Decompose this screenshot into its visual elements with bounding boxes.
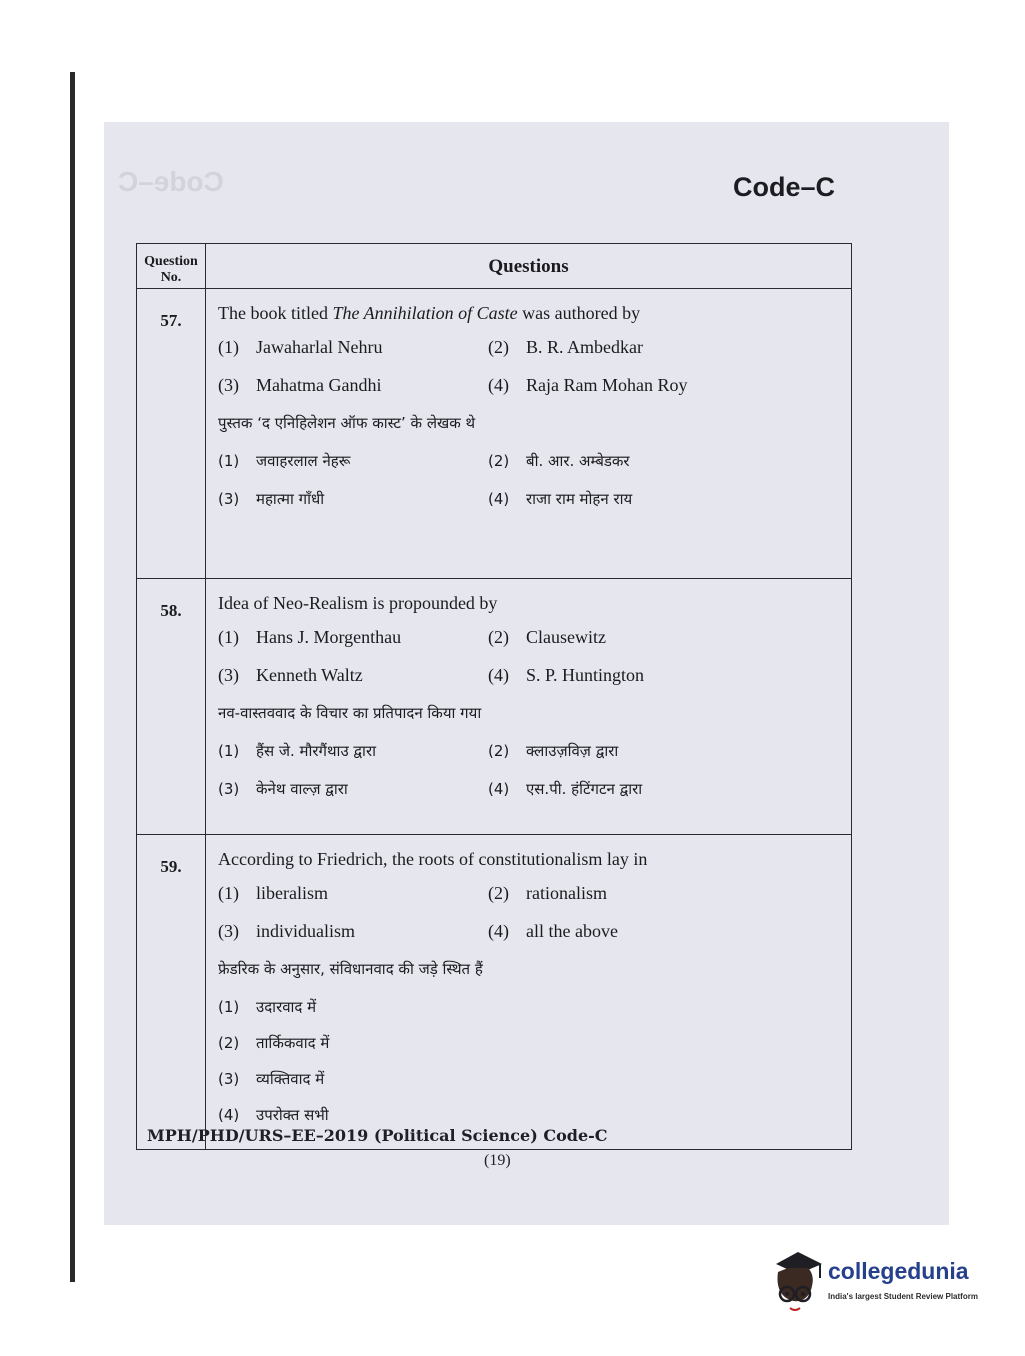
option-number: (4) [488, 780, 510, 798]
option-text: Kenneth Waltz [256, 665, 363, 685]
option-text: केनेथ वाल्ज़ द्वारा [256, 780, 348, 798]
option-text: Clausewitz [526, 627, 606, 647]
option-number: (1) [218, 452, 240, 470]
option-1-hi [218, 739, 488, 763]
option-text: individualism [256, 921, 355, 941]
option-number: (2) [218, 1034, 240, 1052]
option-text: राजा राम मोहन राय [526, 490, 633, 508]
option-text: एस.पी. हंटिंगटन द्वारा [526, 780, 643, 798]
option-text: जवाहरलाल नेहरू [256, 452, 351, 470]
option-3 [218, 663, 488, 687]
option-text: Jawaharlal Nehru [256, 337, 383, 357]
option-text: बी. आर. अम्बेडकर [526, 452, 630, 470]
option-4 [488, 919, 841, 943]
question-row [137, 835, 852, 1150]
option-row-hi [218, 449, 841, 473]
option-3-hi [218, 1067, 841, 1091]
option-number: (3) [218, 375, 239, 395]
option-number: (1) [218, 337, 239, 357]
option-text: Raja Ram Mohan Roy [526, 375, 688, 395]
option-4-hi [218, 1103, 841, 1127]
option-number: (2) [488, 627, 509, 647]
option-row [218, 335, 841, 359]
option-text: हैंस जे. मौरगैंथाउ द्वारा [256, 742, 376, 760]
option-4-hi [488, 777, 841, 801]
option-4 [488, 663, 841, 687]
option-row [218, 625, 841, 649]
option-1 [218, 335, 488, 359]
option-text: rationalism [526, 883, 607, 903]
option-text: तार्किकवाद में [256, 1034, 330, 1052]
question-stem-hi: नव-वास्तववाद के विचार का प्रतिपादन किया गया [218, 704, 482, 722]
option-row-hi [218, 739, 841, 763]
column-header-question-no: Question No. [137, 244, 206, 289]
question-body [206, 835, 852, 1150]
option-number: (1) [218, 627, 239, 647]
table-header-row [137, 244, 852, 289]
option-number: (4) [488, 490, 510, 508]
option-text: उपरोक्त सभी [256, 1106, 329, 1124]
option-number: (1) [218, 742, 240, 760]
question-row [137, 579, 852, 835]
footer-code-line: MPH/PHD/URS–EE–2019 (Political Science) Code-C [147, 1126, 608, 1145]
stem-text: The book titled [218, 303, 333, 323]
option-1 [218, 625, 488, 649]
option-3 [218, 373, 488, 397]
option-text: B. R. Ambedkar [526, 337, 643, 357]
option-number: (2) [488, 742, 510, 760]
option-number: (4) [488, 665, 509, 685]
column-header-questions: Questions [206, 244, 852, 289]
page-code: Code–C [733, 172, 836, 202]
question-body [206, 579, 852, 835]
option-1-hi [218, 995, 841, 1019]
option-number: (1) [218, 998, 240, 1016]
option-text: व्यक्तिवाद में [256, 1070, 325, 1088]
option-number: (3) [218, 921, 239, 941]
brand-name: collegedunia [828, 1258, 969, 1284]
option-number: (2) [488, 883, 509, 903]
option-4 [488, 373, 841, 397]
option-text: Hans J. Morgenthau [256, 627, 402, 647]
option-number: (4) [218, 1106, 240, 1124]
brand-tagline: India's largest Student Review Platform [828, 1292, 978, 1301]
option-row-hi [218, 777, 841, 801]
option-row [218, 919, 841, 943]
question-stem-en [218, 301, 841, 325]
question-stem-en: According to Friedrich, the roots of constitutionalism lay in [218, 849, 648, 869]
option-text: Mahatma Gandhi [256, 375, 382, 395]
option-3-hi [218, 777, 488, 801]
option-text: S. P. Huntington [526, 665, 645, 685]
scan-edge [70, 72, 75, 1282]
question-row [137, 289, 852, 579]
question-stem-hi: फ्रेडरिक के अनुसार, संविधानवाद की जड़े स्थित हैं [218, 960, 483, 978]
option-row-hi [218, 487, 841, 511]
collegedunia-watermark [768, 1250, 998, 1330]
option-row [218, 881, 841, 905]
option-3-hi [218, 487, 488, 511]
option-2-hi [488, 739, 841, 763]
question-stem-hi: पुस्तक ‘द एनिहिलेशन ऑफ कास्ट’ के लेखक थे [218, 414, 476, 432]
question-number: 59. [137, 835, 206, 1150]
option-text: liberalism [256, 883, 328, 903]
option-1 [218, 881, 488, 905]
bleed-through-text: Code–C [118, 166, 224, 197]
option-row [218, 373, 841, 397]
option-number: (3) [218, 1070, 240, 1088]
option-number: (3) [218, 665, 239, 685]
option-4-hi [488, 487, 841, 511]
student-mascot-icon [768, 1250, 824, 1324]
question-number: 58. [137, 579, 206, 835]
question-body [206, 289, 852, 579]
option-2-hi [218, 1031, 841, 1055]
option-2 [488, 335, 841, 359]
option-1-hi [218, 449, 488, 473]
option-2 [488, 881, 841, 905]
option-text: महात्मा गाँधी [256, 490, 325, 508]
option-number: (4) [488, 921, 509, 941]
option-number: (3) [218, 780, 240, 798]
option-text: उदारवाद में [256, 998, 317, 1016]
option-number: (4) [488, 375, 509, 395]
question-stem-en: Idea of Neo-Realism is propounded by [218, 593, 498, 613]
option-text: all the above [526, 921, 618, 941]
option-number: (1) [218, 883, 239, 903]
option-text: क्लाउज़विज़ द्वारा [526, 742, 619, 760]
option-number: (2) [488, 452, 510, 470]
option-3 [218, 919, 488, 943]
option-number: (2) [488, 337, 509, 357]
book-title: The Annihilation of Caste [332, 303, 518, 323]
option-2-hi [488, 449, 841, 473]
option-number: (3) [218, 490, 240, 508]
option-2 [488, 625, 841, 649]
question-number: 57. [137, 289, 206, 579]
page-number: (19) [484, 1152, 511, 1169]
question-table [136, 243, 852, 1150]
option-row [218, 663, 841, 687]
stem-text-tail: was authored by [517, 303, 641, 323]
